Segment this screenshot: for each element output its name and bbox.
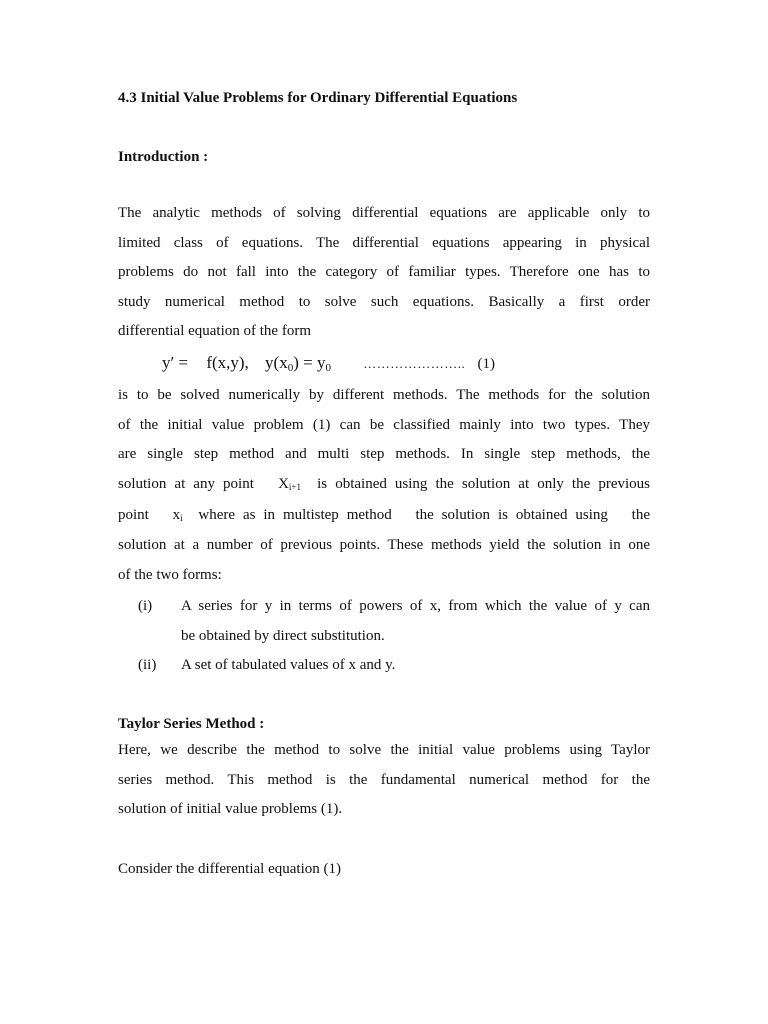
subscript: i+1 xyxy=(288,481,301,492)
paragraph-line: of the two forms: xyxy=(118,566,222,583)
taylor-paragraph xyxy=(118,736,650,825)
introduction-paragraph-2 xyxy=(118,381,650,590)
list-line: A set of tabulated values of x and y. xyxy=(181,657,396,673)
paragraph-line-xi xyxy=(118,501,650,531)
paragraph-line: Here, we describe the method to solve the initial value problems using Taylor xyxy=(118,742,650,758)
paragraph-line: study numerical method to solve such equations. Basically a first order xyxy=(118,293,650,310)
paragraph-line: Consider the differential equation (1) xyxy=(118,861,341,877)
list-line: be obtained by direct substitution. xyxy=(181,627,385,644)
paragraph-line: differential equation of the form xyxy=(118,323,311,340)
line-text: solution at any point X xyxy=(118,475,289,492)
line-text: point x xyxy=(118,507,181,524)
equation-1 xyxy=(162,352,495,375)
taylor-heading: Taylor Series Method : xyxy=(118,716,265,732)
equation-leader-dots: ………………….. xyxy=(363,356,466,371)
list-item-body xyxy=(181,651,650,681)
paragraph-line: series method. This method is the fundamental numerical method for the xyxy=(118,771,650,788)
initial-condition xyxy=(265,352,331,374)
line-text: is obtained using the solution at only the previous xyxy=(300,475,650,492)
introduction-heading: Introduction : xyxy=(118,149,209,165)
equation-rhs: f(x,y), xyxy=(206,353,249,372)
list-marker: (ii) xyxy=(138,657,157,673)
ic-mid: ) = y xyxy=(293,353,326,372)
line-text: where as in multistep method the solution is obtained using the xyxy=(182,507,650,524)
paragraph-line: problems do not fall into the category of familiar types. Therefore one has to xyxy=(118,264,650,281)
section-title: 4.3 Initial Value Problems for Ordinary Differential Equations xyxy=(118,90,518,106)
ic-left: y(x xyxy=(265,353,288,372)
paragraph-line: are single step method and multi step methods. In single step methods, the xyxy=(118,446,650,463)
paragraph-line-xi1 xyxy=(118,470,650,500)
ic-subscript: 0 xyxy=(287,362,294,374)
paragraph-line: The analytic methods of solving differential equations are applicable only to xyxy=(118,205,650,221)
paragraph-line: of the initial value problem (1) can be classified mainly into two types. They xyxy=(118,416,650,433)
paragraph-line: limited class of equations. The differential equations appearing in physical xyxy=(118,234,650,251)
subscript: i xyxy=(180,513,183,524)
paragraph-line: solution of initial value problems (1). xyxy=(118,801,343,818)
ic-subscript-2: 0 xyxy=(325,362,331,374)
paragraph-line: is to be solved numerically by different methods. The methods for the solution xyxy=(118,387,650,403)
equation-lhs: y′ = xyxy=(162,353,189,372)
paragraph-line: solution at a number of previous points. These methods yield the solution in one xyxy=(118,536,650,553)
list-line: A series for y in terms of powers of x, from which the value of y can xyxy=(181,598,650,614)
list-item-body xyxy=(181,592,650,651)
consider-paragraph xyxy=(118,855,650,885)
list-marker: (i) xyxy=(138,598,153,614)
equation-number: (1) xyxy=(477,356,495,372)
introduction-paragraph-1 xyxy=(118,199,650,347)
